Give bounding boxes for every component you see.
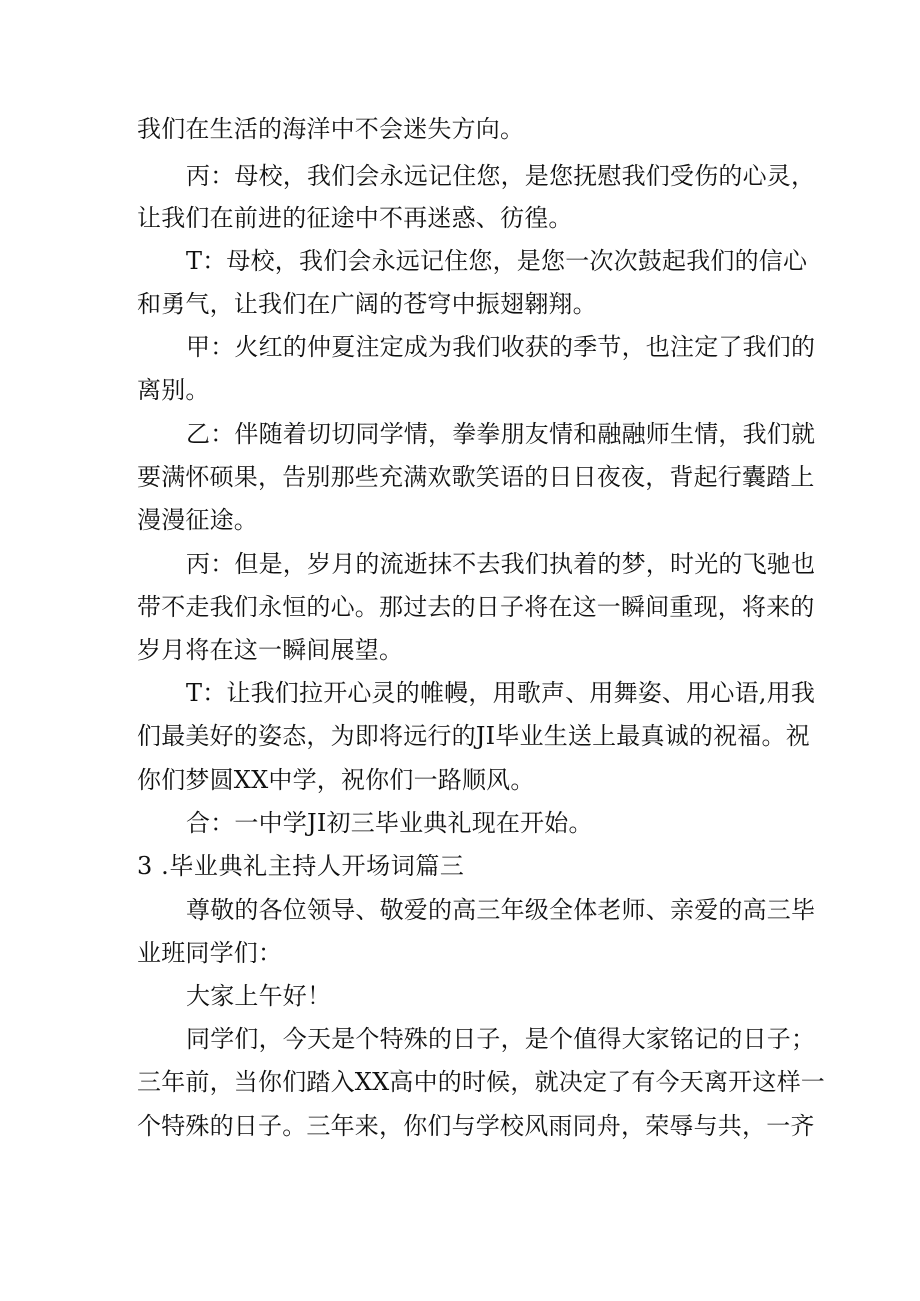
text-line: 要满怀硕果，告别那些充满欢歌笑语的日日夜夜，背起行囊踏上 <box>137 463 815 491</box>
text-line: 乙：伴随着切切同学情，拳拳朋友情和融融师生情，我们就 <box>186 420 816 448</box>
text-line: 让我们在前进的征途中不再迷惑、彷徨。 <box>137 204 573 232</box>
text-line: 同学们，今天是个特殊的日子，是个值得大家铭记的日子； <box>186 1025 816 1053</box>
text-line: 业班同学们： <box>137 939 283 967</box>
text-line: T：母校，我们会永远记住您，是您一次次鼓起我们的信心 <box>186 247 808 275</box>
text-line: 甲：火红的仲夏注定成为我们收获的季节，也注定了我们的 <box>186 333 816 361</box>
text-line: 岁月将在这一瞬间展望。 <box>137 636 404 664</box>
text-line: 我们在生活的海洋中不会迷失方向。 <box>137 115 525 143</box>
text-line: 离别。 <box>137 376 210 404</box>
section-heading: 3 .毕业典礼主持人开场词篇三 <box>137 852 465 880</box>
text-line: 大家上午好！ <box>186 982 332 1010</box>
text-line: 和勇气，让我们在广阔的苍穹中振翅翱翔。 <box>137 290 597 318</box>
text-line: 们最美好的姿态，为即将远行的JI毕业生送上最真诚的祝福。祝 <box>137 722 810 750</box>
text-line: 尊敬的各位领导、敬爱的高三年级全体老师、亲爱的高三毕 <box>186 896 816 924</box>
text-line: 你们梦圆XX中学，祝你们一路顺风。 <box>137 766 535 794</box>
text-line: 合：一中学JI初三毕业典礼现在开始。 <box>186 809 593 837</box>
text-line: 带不走我们永恒的心。那过去的日子将在这一瞬间重现，将来的 <box>137 593 815 621</box>
text-line: 三年前，当你们踏入XX高中的时候，就决定了有今天离开这样一 <box>137 1068 825 1096</box>
text-line: T：让我们拉开心灵的帷幔，用歌声、用舞姿、用心语,用我 <box>186 679 816 707</box>
text-line: 漫漫征途。 <box>137 506 258 534</box>
text-line: 丙：母校，我们会永远记住您，是您抚慰我们受伤的心灵， <box>186 162 816 190</box>
text-line: 丙：但是，岁月的流逝抹不去我们执着的梦，时光的飞驰也 <box>186 550 816 578</box>
text-line: 个特殊的日子。三年来，你们与学校风雨同舟，荣辱与共，一齐 <box>137 1112 815 1140</box>
